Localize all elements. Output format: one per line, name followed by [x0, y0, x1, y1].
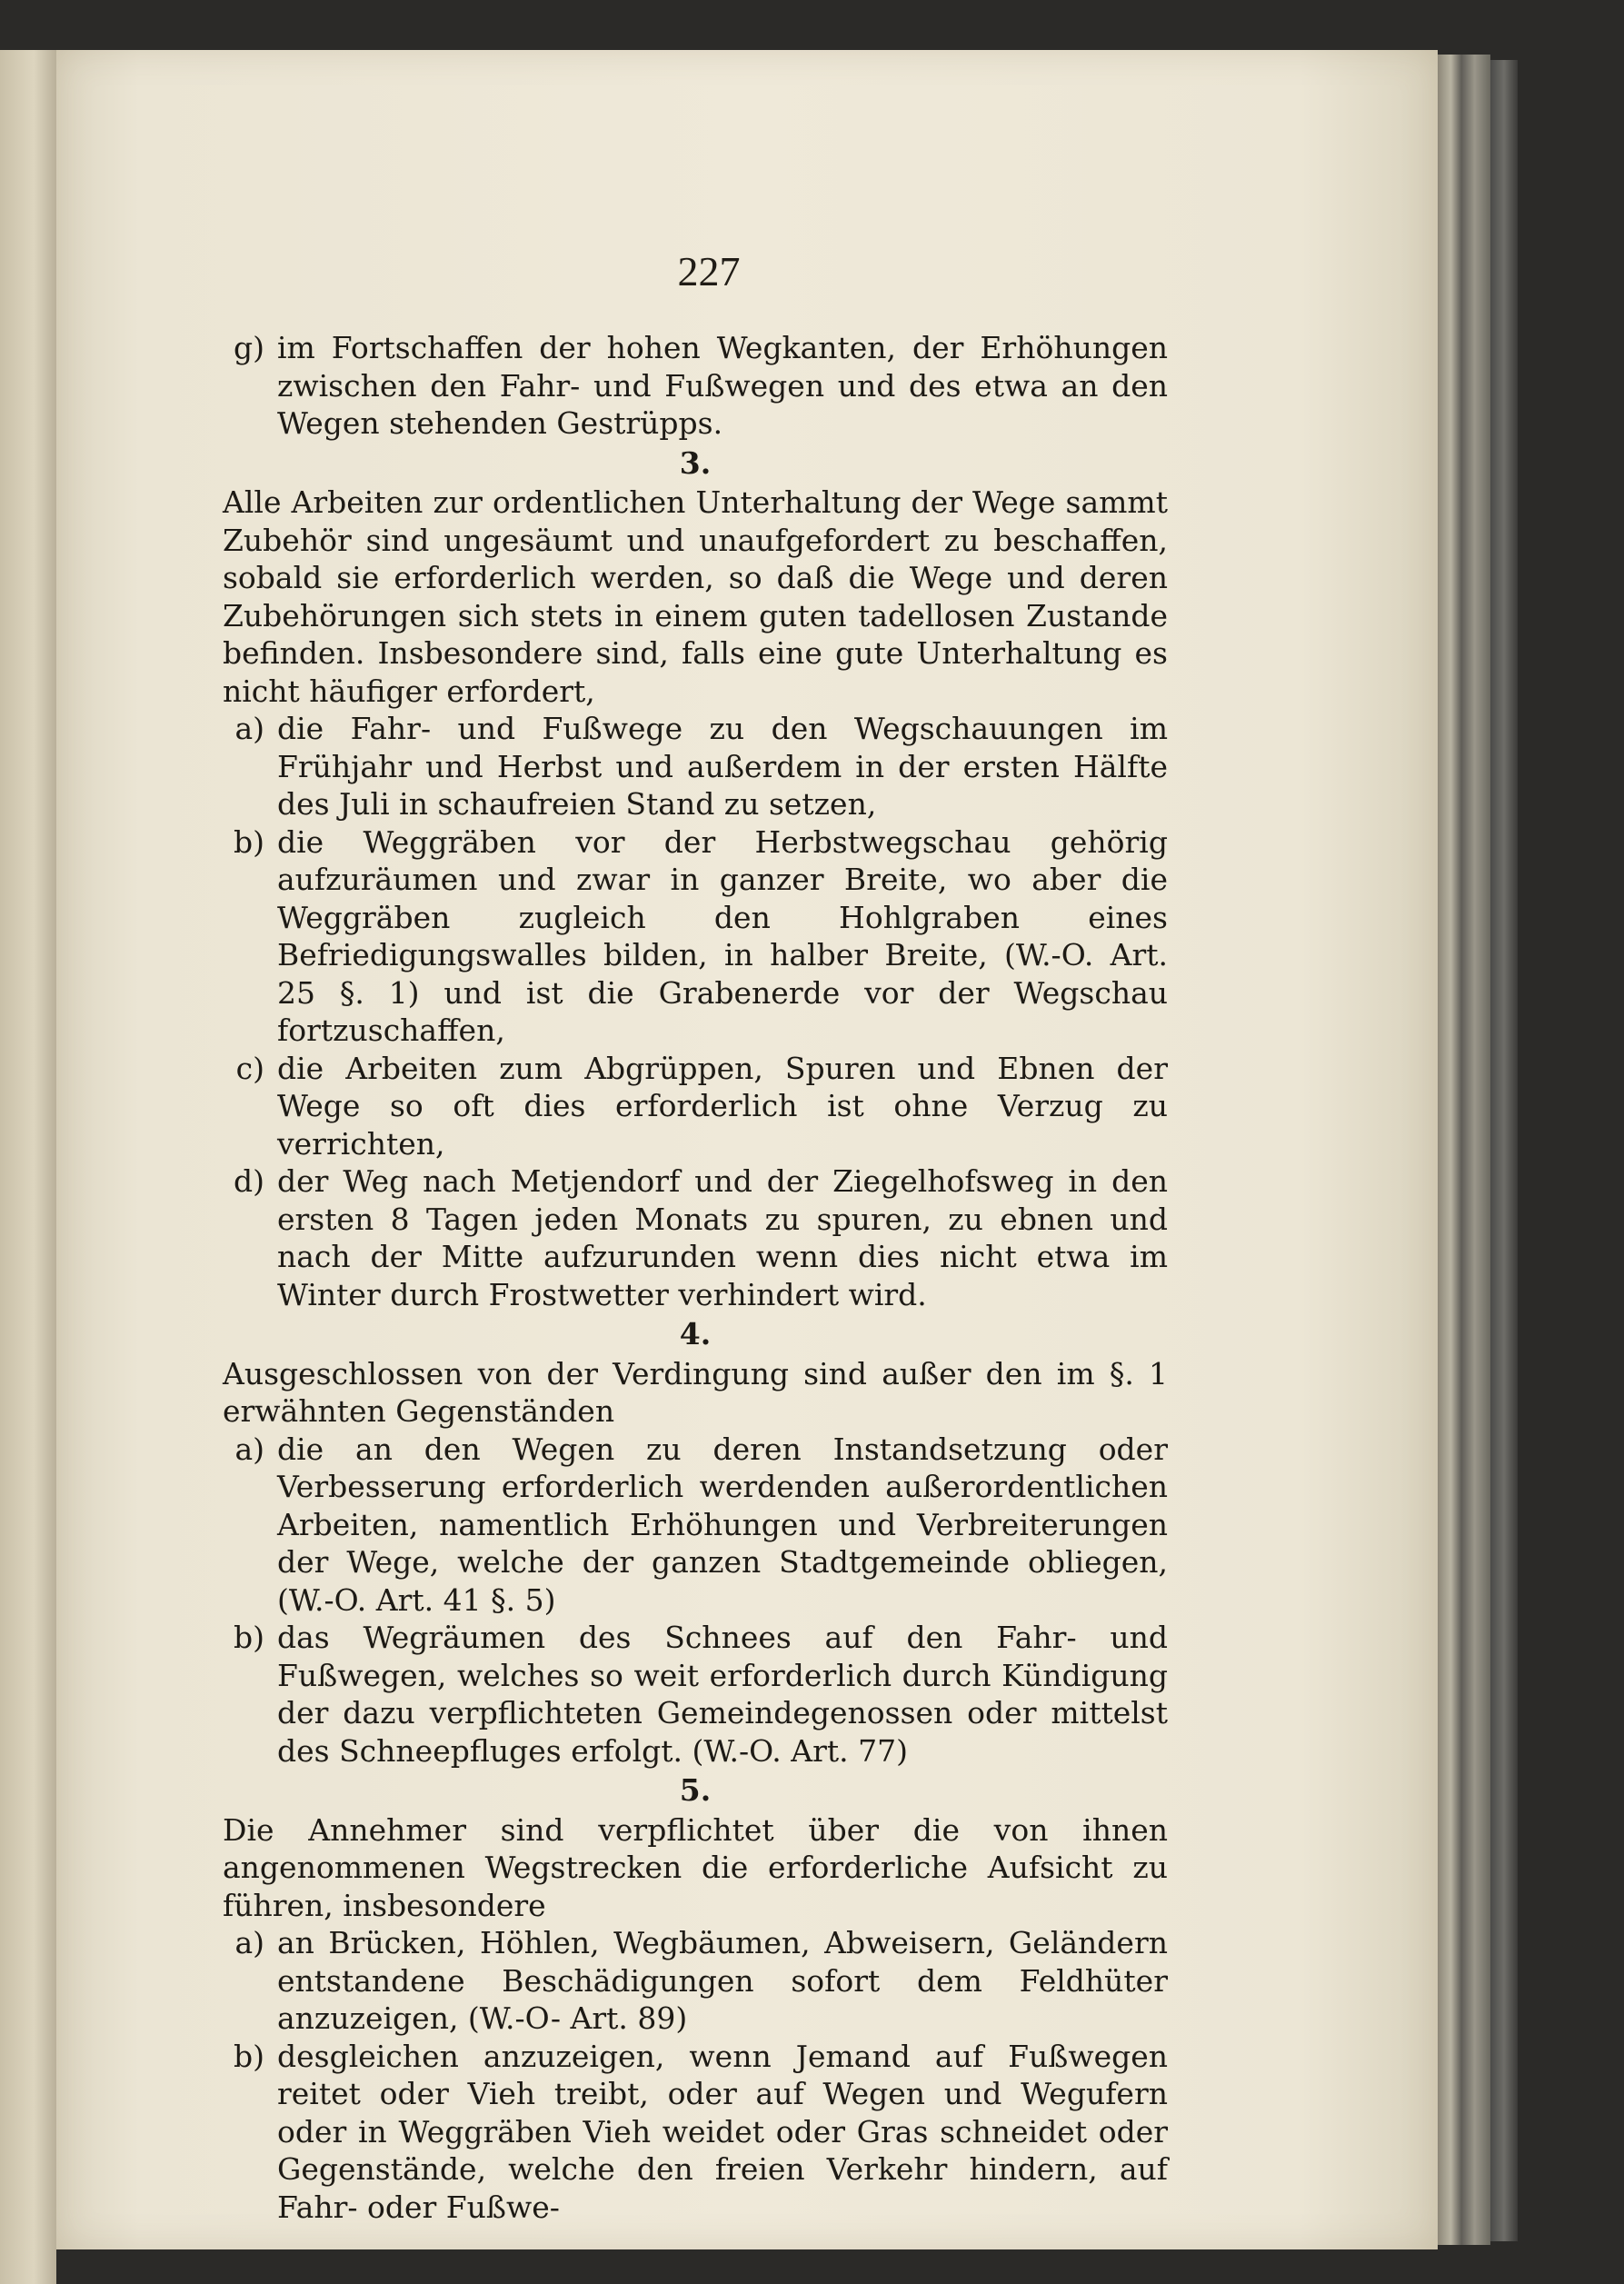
list-item: [223, 1050, 1168, 1163]
list-item: [223, 329, 1168, 443]
list-item: [223, 1431, 1168, 1620]
facing-page-edge: [0, 50, 56, 2284]
item-marker: d): [234, 1163, 264, 1199]
item-marker: b): [234, 2038, 264, 2074]
book-cover-edge: [1490, 60, 1518, 2241]
item-text: an Brücken, Höhlen, Wegbäumen, Abweisern, Geländern entstandene Beschädigungen sofort dem Feldhüter anzuzeigen, (W.-O- Art. 89): [277, 1925, 1168, 2036]
item-text: das Wegräumen des Schnees auf den Fahr- und Fußwegen, welches so weit erforderlich durch Kündigung der dazu verpflichteten Gemeindegenossen oder mittelst des Schneepfluges erfolgt. (W.-O. Art. 77): [277, 1620, 1168, 1769]
item-marker: c): [235, 1050, 264, 1086]
item-marker: g): [234, 330, 264, 365]
item-text: die Fahr- und Fußwege zu den Wegschauungen im Frühjahr und Herbst und außerdem in der ersten Hälfte des Juli in schaufreien Stand zu setzen,: [277, 711, 1168, 822]
section-intro: Die Annehmer sind verpflichtet über die von ihnen angenommenen Wegstrecken die erforderliche Aufsicht zu führen, insbesondere: [223, 1811, 1168, 1923]
item-text: desgleichen anzuzeigen, wenn Jemand auf Fußwegen reitet oder Vieh treibt, oder auf Wegen und Wegufern oder in Weggräben Vieh weidet oder Gras schneidet oder Gegenstände, welche den freien Verkehr hindern, auf Fahr- oder Fußwe-: [277, 2038, 1168, 2225]
list-item: [223, 1162, 1168, 1313]
section-number: 4.: [679, 1316, 712, 1351]
section-intro: Ausgeschlossen von der Verdingung sind außer den im §. 1 erwähnten Gegenständen: [223, 1355, 1168, 1429]
list-item: [223, 1619, 1168, 1770]
item-marker: a): [234, 1925, 264, 1960]
section-number: 3.: [679, 444, 712, 481]
item-marker: b): [234, 1620, 264, 1655]
item-marker: a): [234, 711, 264, 746]
item-text: die Weggräben vor der Herbstwegschau gehörig aufzuräumen und zwar in ganzer Breite, wo aber die Weggräben zugleich den Hohlgraben eines Befriedigungswalles bilden, in halber Breite, (W.-O. Art. 25 §. 1) und ist die Grabenerde vor der Wegschau fortzuschaffen,: [277, 823, 1168, 1048]
list-item: [223, 823, 1168, 1050]
list-item: [223, 2038, 1168, 2227]
page-text: [223, 329, 1168, 2226]
item-text: die Arbeiten zum Abgrüppen, Spuren und Ebnen der Wege so oft dies erforderlich ist ohne Verzug zu verrichten,: [277, 1050, 1168, 1162]
list-item: [223, 1924, 1168, 2038]
page-number: 227: [677, 248, 741, 294]
item-text: im Fortschaffen der hohen Wegkanten, der Erhöhungen zwischen den Fahr- und Fußwegen und des etwa an den Wegen stehenden Gestrüpps.: [277, 330, 1168, 441]
section-number: 5.: [679, 1772, 712, 1808]
item-marker: a): [234, 1431, 264, 1467]
item-text: der Weg nach Metjendorf und der Ziegelhofsweg in den ersten 8 Tagen jeden Monats zu spuren, zu ebnen und nach der Mitte aufzurunden wenn dies nicht etwa im Winter durch Frostwetter verhindert wird.: [277, 1163, 1168, 1312]
list-item: [223, 710, 1168, 823]
item-marker: b): [234, 823, 264, 860]
item-text: die an den Wegen zu deren Instandsetzung oder Verbesserung erforderlich werdenden außerordentlichen Arbeiten, namentlich Erhöhungen und Verbreiterungen der Wege, welche der ganzen Stadtgemeinde obliegen, (W.-O. Art. 41 §. 5): [277, 1431, 1168, 1618]
page-fore-edge: [1438, 55, 1490, 2245]
section-intro: Alle Arbeiten zur ordentlichen Unterhaltung der Wege sammt Zubehör sind ungesäumt und unaufgefordert zu beschaffen, sobald sie erforderlich werden, so daß die Wege und deren Zubehörungen sich stets in einem guten tadellosen Zustande befinden. Insbesondere sind, falls eine gute Unterhaltung es nicht häufiger erfordert,: [223, 484, 1168, 709]
